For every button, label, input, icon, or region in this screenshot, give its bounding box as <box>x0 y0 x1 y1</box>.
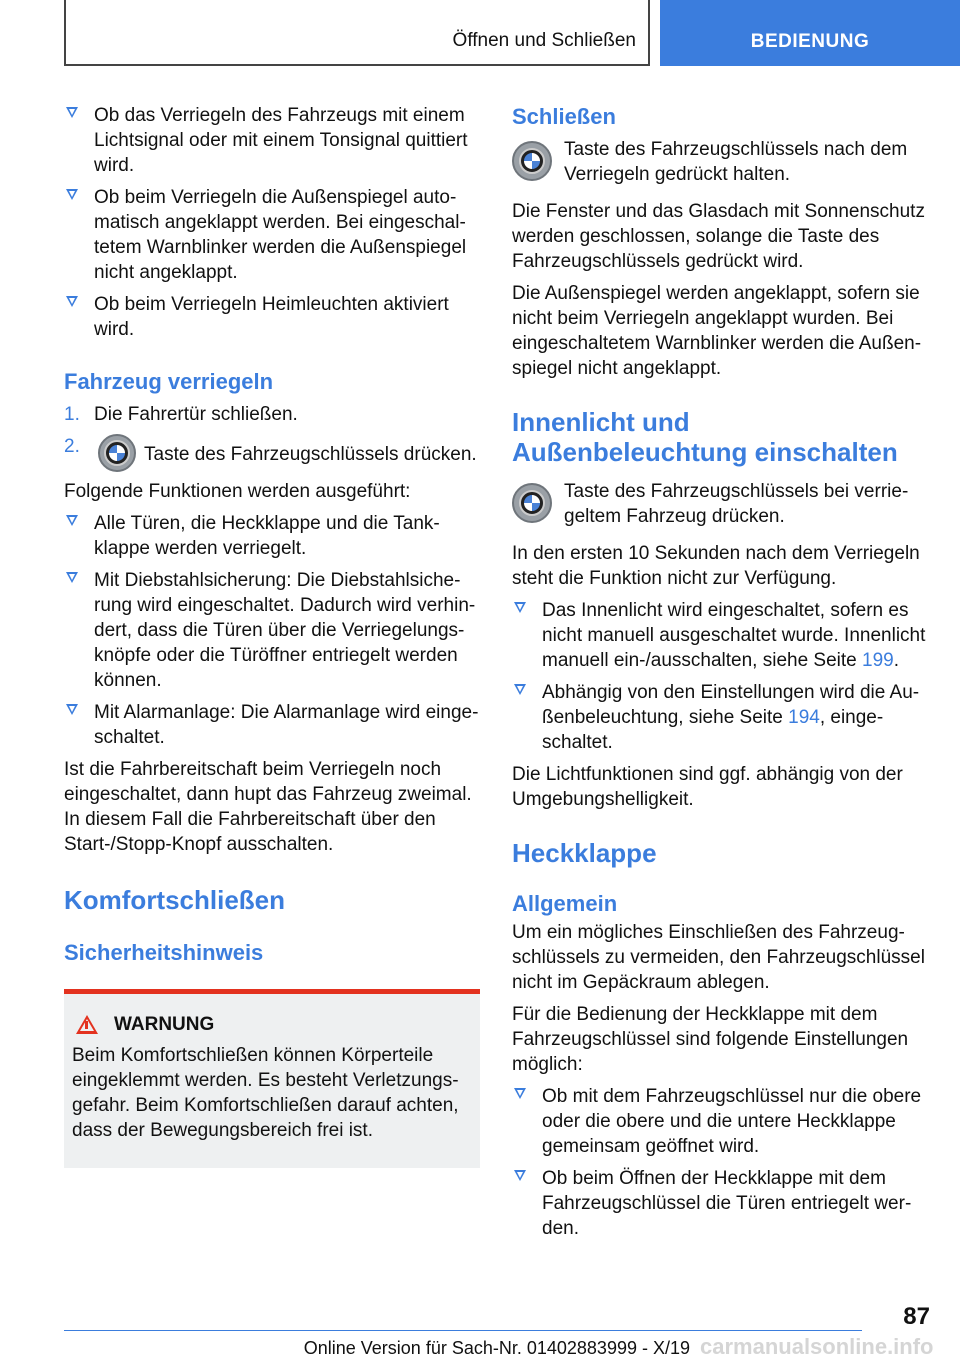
warning-triangle-icon <box>76 1015 98 1034</box>
key-instruction-text: Taste des Fahrzeugschlüssels bei verriegeltem Fahrzeug drücken. <box>564 481 909 527</box>
bmw-logo-icon <box>104 440 130 466</box>
warning-header <box>72 1012 472 1037</box>
header-rule-right <box>648 0 650 66</box>
footer-version: Online Version für Sach-Nr. 01402883999 - X/19 <box>303 1338 690 1358</box>
heading-heckklappe: Heckklappe <box>512 838 657 868</box>
schliessen-paragraph: Die Außenspiegel werden angeklappt, sofern sie nicht beim Verriegeln angeklappt wurden. Bei eingeschaltetem Warnblinker werden die Außenspiegel nicht angeklappt. <box>512 283 922 379</box>
schliessen-paragraph: Die Fenster und das Glasdach mit Sonnenschutz werden geschlossen, solange die Taste des Fahrzeugschlüssels gedrückt wird. <box>512 201 925 272</box>
key-instruction <box>512 479 928 529</box>
step-item: 1. Die Fahrertür schließen. <box>64 404 298 425</box>
settings-list <box>64 103 480 342</box>
header-rule-bottom <box>64 64 650 66</box>
triangle-bullet-icon <box>514 1170 526 1181</box>
list-item: Mit Alarmanlage: Die Alarmanlage wird eingeschaltet. <box>64 700 480 750</box>
triangle-bullet-icon <box>66 189 78 200</box>
warning-title: WARNUNG <box>114 1014 215 1035</box>
heading-innenlicht: Innenlicht und Außenbeleuchtung einschalten <box>512 407 898 467</box>
triangle-bullet-icon <box>66 515 78 526</box>
list-item: Ob mit dem Fahrzeugschlüssel nur die obere oder die obere und die untere Heckklappe gemeinsam geöffnet wird. <box>512 1084 928 1159</box>
list-item: Ob beim Verriegeln Heimleuchten aktiviert wird. <box>64 292 480 342</box>
list-item: Ob beim Verriegeln die Außenspiegel automatisch angeklappt werden. Bei eingeschaltetem Warnblinker werden die Außenspiegel nicht angeklappt. <box>64 185 480 285</box>
page-link-199[interactable]: 199 <box>862 650 894 671</box>
triangle-bullet-icon <box>514 684 526 695</box>
key-instruction-text: Taste des Fahrzeugschlüssels nach dem Verriegeln gedrückt halten. <box>564 139 908 185</box>
key-button-icon <box>512 483 552 523</box>
page-number: 87 <box>903 1303 930 1330</box>
warning-box <box>64 989 480 1168</box>
heading-sicherheitshinweis: Sicherheitshinweis <box>64 940 264 965</box>
innenlicht-paragraph: In den ersten 10 Sekunden nach dem Verriegeln steht die Funktion nicht zur Verfügung. <box>512 543 920 589</box>
allgemein-paragraph: Für die Bedienung der Heckklappe mit dem Fahrzeugschlüssel sind folgende Einstellungen möglich: <box>512 1004 909 1075</box>
list-item: Mit Diebstahlsicherung: Die Diebstahlsicherung wird eingeschaltet. Dadurch wird verhindert, dass die Türen über die Verriegelungsknöpfe oder die Türöffner entriegelt werden können. <box>64 568 480 693</box>
innenlicht-paragraph: Die Lichtfunktionen sind ggf. abhängig von der Umgebungshelligkeit. <box>512 764 903 810</box>
list-item: Abhängig von den Einstellungen wird die Außenbeleuchtung, siehe Seite 194, eingeschaltet. <box>512 680 928 755</box>
page-link-194[interactable]: 194 <box>788 707 820 728</box>
triangle-bullet-icon <box>66 704 78 715</box>
triangle-bullet-icon <box>514 602 526 613</box>
list-item: Ob das Verriegeln des Fahrzeugs mit einem Lichtsignal oder mit einem Tonsignal quittiert wird. <box>64 103 480 178</box>
funktionen-intro: Folgende Funktionen werden ausgeführt: <box>64 481 411 502</box>
fahrbereitschaft-text: Ist die Fahrbereitschaft beim Verriegeln noch eingeschaltet, dann hupt das Fahrzeug zweimal. In diesem Fall die Fahrbereitschaft über den Start-/Stopp-Knopf ausschalten. <box>64 759 472 855</box>
innenlicht-list <box>512 598 928 755</box>
allgemein-paragraph: Um ein mögliches Einschließen des Fahrzeugschlüssels zu vermeiden, den Fahrzeugschlüssel nicht im Gepäckraum ablegen. <box>512 922 925 993</box>
key-instruction <box>512 137 928 187</box>
heading-komfortschliessen: Komfortschließen <box>64 885 286 915</box>
chapter-title: Öffnen und Schließen <box>452 30 636 51</box>
step-item: 2. Taste des Fahrzeugschlüssels drücken. <box>64 434 480 472</box>
heading-schliessen: Schließen <box>512 104 616 129</box>
step-number: 1. <box>64 404 80 425</box>
heckklappe-list <box>512 1084 928 1241</box>
list-item: Ob beim Öffnen der Heckklappe mit dem Fahrzeugschlüssel die Türen entriegelt werden. <box>512 1166 928 1241</box>
left-column <box>64 103 480 1168</box>
triangle-bullet-icon <box>514 1088 526 1099</box>
key-button-icon <box>98 434 136 472</box>
key-button-icon <box>512 141 552 181</box>
triangle-bullet-icon <box>66 107 78 118</box>
heading-allgemein: Allgemein <box>512 891 618 916</box>
watermark: carmanualsonline.info <box>700 1334 934 1359</box>
footer-rule <box>64 1330 862 1331</box>
step-number: 2. <box>64 436 80 457</box>
right-column <box>512 103 928 1248</box>
triangle-bullet-icon <box>66 296 78 307</box>
list-item: Alle Türen, die Heckklappe und die Tankklappe werden verriegelt. <box>64 511 480 561</box>
warning-text: Beim Komfortschließen können Körperteile eingeklemmt werden. Es besteht Verletzungsgefahr. Beim Komfortschließen darauf achten, dass der Bewegungsbereich frei ist. <box>72 1045 459 1141</box>
funktionen-list <box>64 511 480 750</box>
heading-fahrzeug-verriegeln: Fahrzeug verriegeln <box>64 369 274 394</box>
section-tab[interactable]: BEDIENUNG <box>660 0 960 66</box>
steps-list <box>64 402 480 472</box>
list-item: Das Innenlicht wird eingeschaltet, sofern es nicht manuell ausgeschaltet wurde. Innenlicht manuell ein-/ausschalten, siehe Seite 199. <box>512 598 928 673</box>
triangle-bullet-icon <box>66 572 78 583</box>
bmw-logo-icon <box>519 148 545 174</box>
bmw-logo-icon <box>519 490 545 516</box>
